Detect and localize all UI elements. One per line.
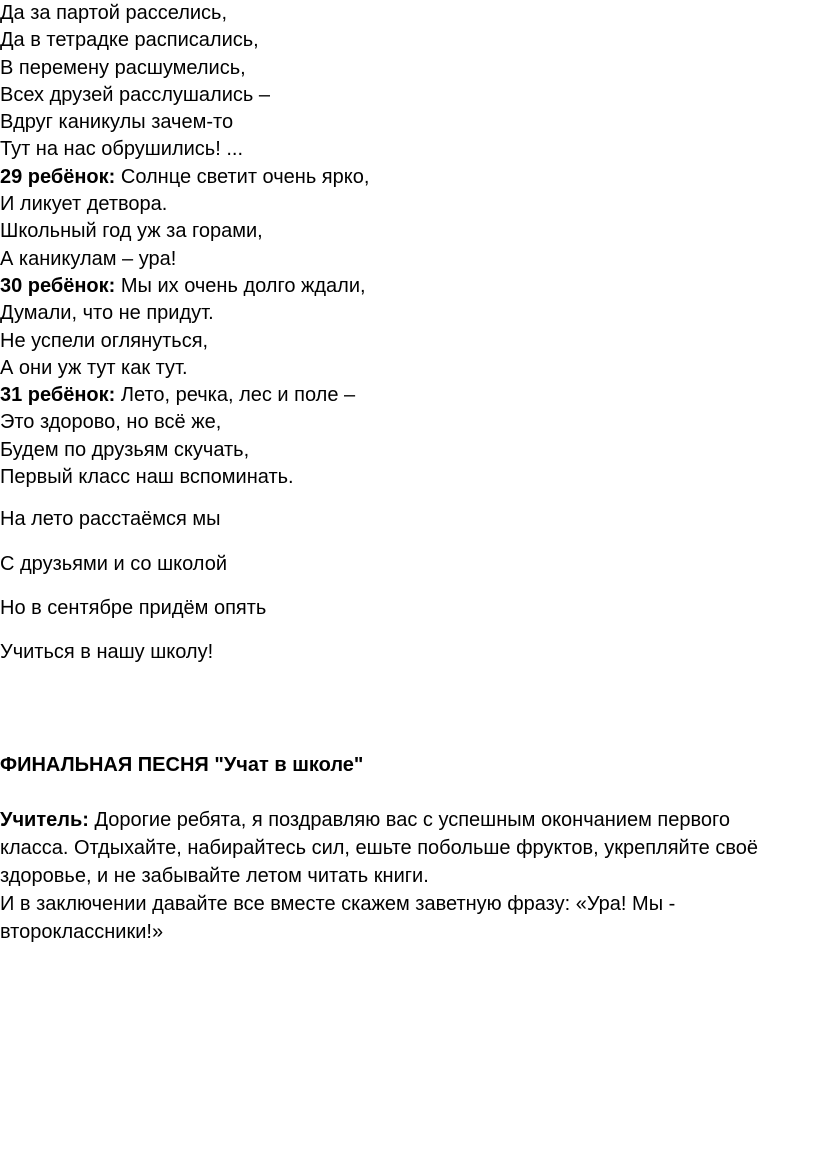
speaker-label: 29 ребёнок: xyxy=(0,165,116,188)
stanza-line: Учиться в нашу школу! xyxy=(0,641,214,664)
teacher-closing: И в заключении давайте все вместе скажем заветную фразу: «Ура! Мы - второклассники!» xyxy=(0,893,676,943)
poem-text: Солнце светит очень ярко, xyxy=(115,165,370,188)
poem-line: Первый класс наш вспоминать. xyxy=(0,466,294,489)
poem-line: Думали, что не придут. xyxy=(0,302,214,325)
stanza-line: С друзьями и со школой xyxy=(0,552,227,575)
stanza-line: На лето расстаёмся мы xyxy=(0,508,221,531)
poem-line: А каникулам – ура! xyxy=(0,247,177,270)
poem-line: В перемену расшумелись, xyxy=(0,56,246,79)
speaker-label: 30 ребёнок: xyxy=(0,274,116,297)
poem-line: Школьный год уж за горами, xyxy=(0,220,263,243)
poem-text: Лето, речка, лес и поле – xyxy=(115,384,356,407)
final-song-title: ФИНАЛЬНАЯ ПЕСНЯ "Учат в школе" xyxy=(0,754,364,776)
speaker-line-29 xyxy=(0,164,800,191)
teacher-speech xyxy=(0,806,800,946)
poem-line: Вдруг каникулы зачем-то xyxy=(0,111,234,134)
teacher-label: Учитель: xyxy=(0,809,89,831)
poem-line: Всех друзей расслушались – xyxy=(0,83,270,106)
poem-line: И ликует детвора. xyxy=(0,193,168,216)
poem-line: Не успели оглянуться, xyxy=(0,329,209,352)
poem-line: А они уж тут как тут. xyxy=(0,356,188,379)
poem-line: Это здорово, но всё же, xyxy=(0,411,222,434)
speaker-line-30 xyxy=(0,273,800,300)
speaker-label: 31 ребёнок: xyxy=(0,384,116,407)
poem-line: Да в тетрадке расписались, xyxy=(0,29,259,52)
speaker-line-31 xyxy=(0,382,800,409)
poem-text: Мы их очень долго ждали, xyxy=(115,274,366,297)
teacher-text: Дорогие ребята, я поздравляю вас с успешным окончанием первого класса. Отдыхайте, набирайтесь сил, ешьте побольше фруктов, укрепляйте своё здоровье, и не забывайте летом читать книги. xyxy=(0,809,758,887)
stanza-line: Но в сентябре придём опять xyxy=(0,596,267,619)
poem-line: Будем по друзьям скучать, xyxy=(0,438,250,461)
poem-line: Тут на нас обрушились! ... xyxy=(0,138,243,161)
teacher-paragraph xyxy=(0,806,800,890)
poem-line: Да за партой расселись, xyxy=(0,2,228,24)
